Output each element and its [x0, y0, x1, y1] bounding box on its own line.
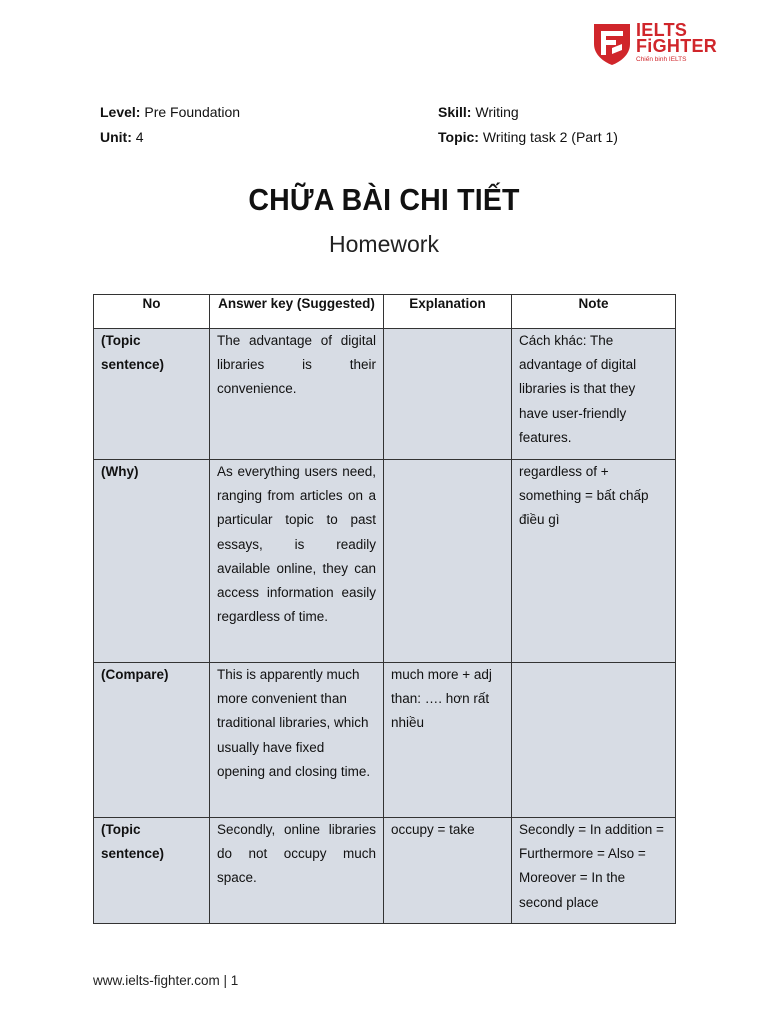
table-row	[94, 818, 676, 924]
level-label: Level:	[100, 104, 141, 120]
page-footer: www.ielts-fighter.com | 1	[93, 973, 239, 988]
row-no: (Topic sentence)	[94, 818, 210, 924]
row-answer: Secondly, online libraries do not occupy much space.	[210, 818, 384, 924]
unit-label: Unit:	[100, 129, 132, 145]
skill-value: Writing	[475, 104, 519, 120]
table-header-row	[94, 295, 676, 329]
row-explanation: occupy = take	[384, 818, 512, 924]
brand-logo	[592, 22, 726, 66]
logo-word-fighter: FiGHTER	[636, 36, 718, 56]
correction-table	[93, 294, 676, 924]
row-answer: The advantage of digital libraries is their convenience.	[210, 329, 384, 460]
page-title: CHỮA BÀI CHI TIẾT	[248, 182, 520, 217]
row-note	[512, 663, 676, 818]
row-explanation: much more + adj than: …. hơn rất nhiều	[384, 663, 512, 818]
unit-value: 4	[135, 129, 144, 145]
skill-info	[438, 103, 519, 121]
row-note: regardless of + something = bất chấp điều gì	[512, 460, 676, 663]
row-answer: As everything users need, ranging from articles on a particular topic to past essays, is readily available online, they can access information easily regardless of time.	[210, 460, 384, 663]
header-explanation: Explanation	[384, 295, 512, 329]
table-row	[94, 663, 676, 818]
row-explanation	[384, 460, 512, 663]
row-no: (Topic sentence)	[94, 329, 210, 460]
header-no: No	[94, 295, 210, 329]
topic-value: Writing task 2 (Part 1)	[482, 129, 618, 145]
topic-info	[438, 128, 618, 146]
shield-logo-icon	[592, 22, 632, 66]
level-info	[100, 103, 240, 121]
unit-info	[100, 128, 144, 146]
logo-tagline: Chiến binh IELTS	[636, 56, 687, 63]
header-answer-key: Answer key (Suggested)	[210, 295, 384, 329]
row-no: (Compare)	[94, 663, 210, 818]
skill-label: Skill:	[438, 104, 472, 120]
table-row	[94, 329, 676, 460]
row-note: Cách khác: The advantage of digital libraries is that they have user-friendly features.	[512, 329, 676, 460]
header-note: Note	[512, 295, 676, 329]
topic-label: Topic:	[438, 129, 479, 145]
page-subtitle: Homework	[329, 231, 439, 257]
row-no: (Why)	[94, 460, 210, 663]
logo-word-ielts: IELTS	[636, 20, 688, 40]
row-answer: This is apparently much more convenient than traditional libraries, which usually have fixed opening and closing time.	[210, 663, 384, 818]
row-explanation	[384, 329, 512, 460]
level-value: Pre Foundation	[144, 104, 241, 120]
table-row	[94, 460, 676, 663]
row-note: Secondly = In addition = Furthermore = Also = Moreover = In the second place	[512, 818, 676, 924]
